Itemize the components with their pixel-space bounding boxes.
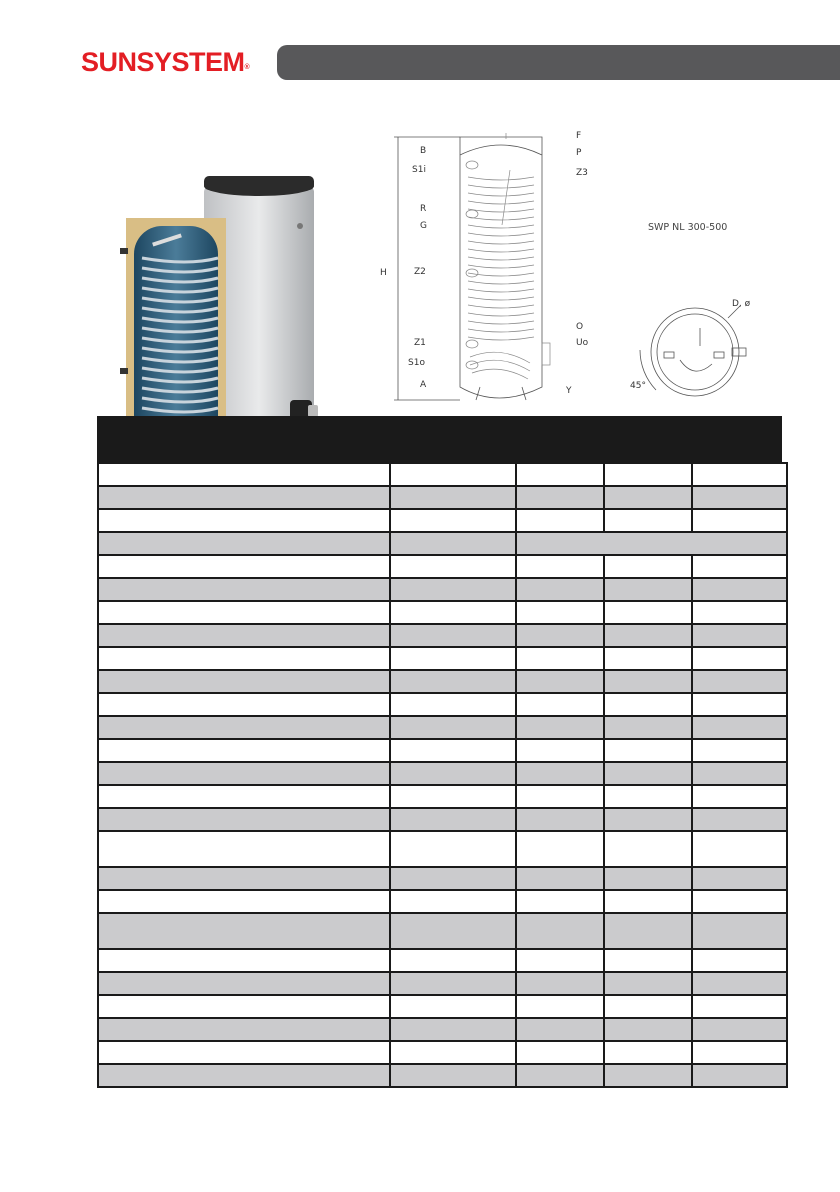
table-header bbox=[97, 416, 782, 462]
table-cell bbox=[390, 578, 516, 601]
label-s1o: S1o bbox=[408, 358, 425, 368]
table-cell bbox=[692, 739, 787, 762]
table-row bbox=[98, 463, 787, 486]
table-cell bbox=[98, 670, 390, 693]
table-cell bbox=[390, 647, 516, 670]
table-cell bbox=[692, 949, 787, 972]
table-cell bbox=[604, 624, 692, 647]
table-cell bbox=[604, 867, 692, 890]
table-row bbox=[98, 995, 787, 1018]
table-cell bbox=[516, 555, 604, 578]
table-cell bbox=[516, 509, 604, 532]
table-cell bbox=[692, 601, 787, 624]
table-cell bbox=[692, 1018, 787, 1041]
technical-drawing bbox=[370, 125, 600, 415]
label-y: Y bbox=[566, 386, 572, 396]
table-cell bbox=[98, 739, 390, 762]
table-cell bbox=[516, 1064, 604, 1087]
label-h: H bbox=[380, 268, 387, 278]
table-cell bbox=[604, 693, 692, 716]
table-cell bbox=[692, 972, 787, 995]
brand-name: SUNSYSTEM bbox=[81, 47, 245, 77]
table-row bbox=[98, 913, 787, 949]
table-cell bbox=[604, 486, 692, 509]
table-cell bbox=[390, 867, 516, 890]
table-cell bbox=[390, 1041, 516, 1064]
table-cell bbox=[390, 949, 516, 972]
table-cell bbox=[604, 670, 692, 693]
table-cell bbox=[98, 555, 390, 578]
table-cell bbox=[98, 624, 390, 647]
header-bar bbox=[277, 45, 840, 80]
table-cell bbox=[692, 1041, 787, 1064]
table-cell bbox=[604, 1018, 692, 1041]
table-cell bbox=[390, 693, 516, 716]
table-cell bbox=[604, 949, 692, 972]
table-cell bbox=[604, 716, 692, 739]
table-row bbox=[98, 670, 787, 693]
table-row bbox=[98, 949, 787, 972]
table-cell bbox=[692, 509, 787, 532]
table-cell bbox=[98, 693, 390, 716]
table-row bbox=[98, 1064, 787, 1087]
label-g: G bbox=[420, 221, 427, 231]
table-cell bbox=[390, 890, 516, 913]
table-cell bbox=[98, 716, 390, 739]
label-uo: Uo bbox=[576, 338, 589, 348]
table-cell bbox=[516, 693, 604, 716]
table-cell bbox=[604, 808, 692, 831]
table-cell bbox=[692, 1064, 787, 1087]
table-cell bbox=[516, 762, 604, 785]
table-row bbox=[98, 509, 787, 532]
table-cell bbox=[516, 808, 604, 831]
label-s1i: S1i bbox=[412, 165, 426, 175]
table-row bbox=[98, 532, 787, 555]
table-row bbox=[98, 716, 787, 739]
table-cell bbox=[604, 1041, 692, 1064]
label-f: F bbox=[576, 131, 582, 141]
table-cell bbox=[390, 670, 516, 693]
table-cell bbox=[692, 762, 787, 785]
table-cell bbox=[98, 762, 390, 785]
table-cell bbox=[390, 716, 516, 739]
label-b: B bbox=[420, 146, 427, 156]
label-a: A bbox=[420, 380, 427, 390]
table-cell bbox=[516, 913, 604, 949]
table-cell bbox=[390, 486, 516, 509]
table-cell bbox=[516, 785, 604, 808]
table-cell bbox=[604, 555, 692, 578]
table-cell bbox=[516, 601, 604, 624]
table-row bbox=[98, 693, 787, 716]
table-row bbox=[98, 972, 787, 995]
label-r: R bbox=[420, 204, 427, 214]
brand-logo bbox=[81, 46, 249, 78]
table-cell bbox=[390, 972, 516, 995]
table-cell bbox=[98, 972, 390, 995]
table-row bbox=[98, 739, 787, 762]
table-cell bbox=[604, 890, 692, 913]
table-cell bbox=[516, 949, 604, 972]
table-cell bbox=[390, 808, 516, 831]
table-row bbox=[98, 601, 787, 624]
table-row bbox=[98, 785, 787, 808]
table-cell bbox=[692, 913, 787, 949]
table-cell bbox=[98, 808, 390, 831]
table-cell bbox=[98, 995, 390, 1018]
table-row bbox=[98, 555, 787, 578]
table-cell bbox=[516, 831, 604, 867]
table-cell bbox=[604, 762, 692, 785]
table-cell bbox=[516, 1041, 604, 1064]
table-cell bbox=[98, 509, 390, 532]
table-row bbox=[98, 762, 787, 785]
table-cell bbox=[604, 647, 692, 670]
table-cell bbox=[98, 1018, 390, 1041]
table-cell bbox=[516, 463, 604, 486]
table-cell bbox=[390, 913, 516, 949]
table-row bbox=[98, 647, 787, 670]
label-z3: Z3 bbox=[576, 168, 588, 178]
table-cell bbox=[692, 647, 787, 670]
table-row bbox=[98, 1018, 787, 1041]
table-cell bbox=[516, 1018, 604, 1041]
table-cell bbox=[516, 739, 604, 762]
label-z2: Z2 bbox=[414, 267, 426, 277]
table-cell bbox=[692, 890, 787, 913]
registered-mark: ® bbox=[244, 64, 250, 71]
table-cell bbox=[516, 578, 604, 601]
table-cell bbox=[516, 647, 604, 670]
table-cell bbox=[390, 463, 516, 486]
table-cell bbox=[390, 509, 516, 532]
table-cell bbox=[516, 670, 604, 693]
table-row bbox=[98, 578, 787, 601]
table-row bbox=[98, 624, 787, 647]
table-cell bbox=[516, 716, 604, 739]
table-cell bbox=[98, 831, 390, 867]
table-cell bbox=[390, 831, 516, 867]
table-cell bbox=[98, 949, 390, 972]
table-cell bbox=[516, 972, 604, 995]
table-cell bbox=[516, 890, 604, 913]
table-cell bbox=[516, 486, 604, 509]
label-o: O bbox=[576, 322, 584, 332]
table-cell bbox=[516, 867, 604, 890]
label-angle: 45° bbox=[630, 381, 646, 391]
table-cell bbox=[692, 486, 787, 509]
table-cell bbox=[516, 995, 604, 1018]
table-cell bbox=[604, 463, 692, 486]
table-cell bbox=[692, 867, 787, 890]
table-cell bbox=[390, 995, 516, 1018]
table-cell bbox=[390, 1064, 516, 1087]
table-cell bbox=[390, 532, 516, 555]
table-cell bbox=[390, 624, 516, 647]
table-cell bbox=[604, 972, 692, 995]
table-cell bbox=[692, 808, 787, 831]
table-cell bbox=[390, 555, 516, 578]
table-cell bbox=[98, 1041, 390, 1064]
table-row bbox=[98, 808, 787, 831]
table-cell bbox=[98, 647, 390, 670]
table-cell bbox=[516, 532, 787, 555]
table-cell bbox=[390, 762, 516, 785]
table-cell bbox=[98, 785, 390, 808]
table-cell bbox=[604, 913, 692, 949]
table-cell bbox=[98, 486, 390, 509]
table-cell bbox=[98, 532, 390, 555]
table-cell bbox=[98, 463, 390, 486]
table-cell bbox=[692, 716, 787, 739]
table-row bbox=[98, 890, 787, 913]
table-cell bbox=[98, 1064, 390, 1087]
table-cell bbox=[692, 463, 787, 486]
table-row bbox=[98, 831, 787, 867]
table-cell bbox=[692, 624, 787, 647]
table-cell bbox=[390, 785, 516, 808]
table-row bbox=[98, 486, 787, 509]
table-cell bbox=[98, 867, 390, 890]
table-cell bbox=[98, 601, 390, 624]
table-row bbox=[98, 1041, 787, 1064]
table-cell bbox=[604, 995, 692, 1018]
table-cell bbox=[604, 785, 692, 808]
table-cell bbox=[390, 1018, 516, 1041]
label-z1: Z1 bbox=[414, 338, 426, 348]
table-cell bbox=[516, 624, 604, 647]
table-cell bbox=[604, 1064, 692, 1087]
table-cell bbox=[604, 601, 692, 624]
label-p: P bbox=[576, 148, 582, 158]
table-cell bbox=[604, 578, 692, 601]
spec-table bbox=[97, 462, 788, 1088]
table-cell bbox=[98, 578, 390, 601]
top-view-drawing bbox=[620, 290, 770, 410]
table-cell bbox=[390, 601, 516, 624]
table-cell bbox=[692, 785, 787, 808]
table-cell bbox=[692, 670, 787, 693]
table-row bbox=[98, 867, 787, 890]
table-cell bbox=[692, 995, 787, 1018]
table-cell bbox=[692, 831, 787, 867]
table-cell bbox=[604, 509, 692, 532]
model-label: SWP NL 300-500 bbox=[648, 222, 728, 233]
table-cell bbox=[98, 890, 390, 913]
table-cell bbox=[98, 913, 390, 949]
table-cell bbox=[390, 739, 516, 762]
table-cell bbox=[692, 578, 787, 601]
table-cell bbox=[604, 831, 692, 867]
table-cell bbox=[692, 693, 787, 716]
table-cell bbox=[604, 739, 692, 762]
label-diameter: D, ø bbox=[732, 299, 751, 309]
table-cell bbox=[692, 555, 787, 578]
